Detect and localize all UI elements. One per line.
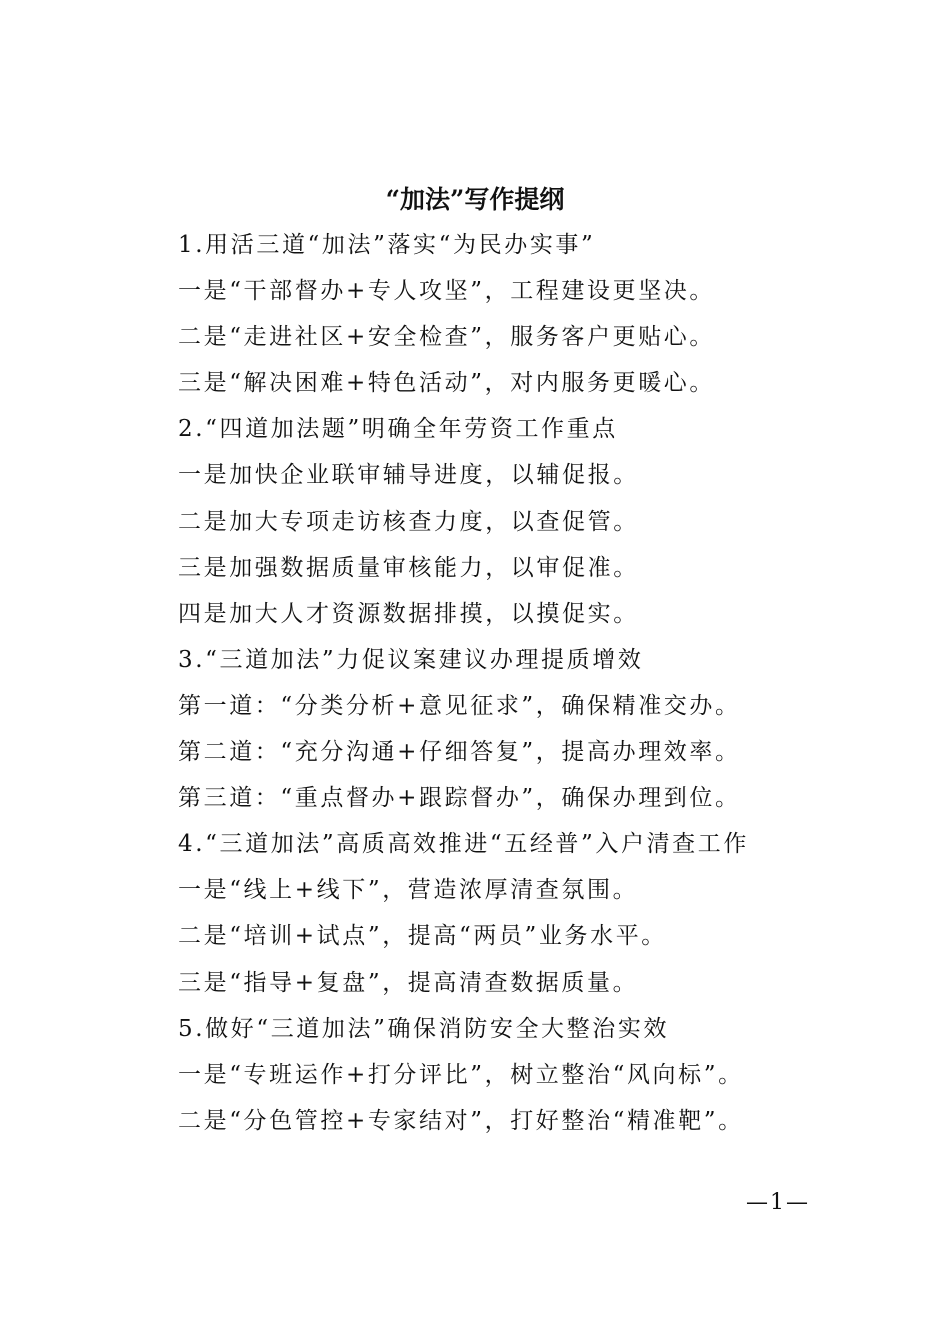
body-line: 三是“解决困难+特色活动”，对内服务更暖心。 — [178, 370, 715, 397]
section-heading-5: 5.做好“三道加法”确保消防安全大整治实效 — [178, 1015, 670, 1042]
body-line: 一是“干部督办+专人攻坚”，工程建设更坚决。 — [178, 278, 715, 305]
document-title: “加法”写作提纲 — [385, 185, 565, 214]
body-line: 四是加大人才资源数据排摸，以摸促实。 — [178, 600, 639, 627]
body-line: 一是“线上+线下”，营造浓厚清查氛围。 — [178, 877, 639, 904]
section-heading-2: 2.“四道加法题”明确全年劳资工作重点 — [178, 416, 618, 443]
body-line: 二是“走进社区+安全检查”，服务客户更贴心。 — [178, 324, 715, 351]
body-line: 第三道：“重点督办+跟踪督办”，确保办理到位。 — [178, 785, 741, 812]
body-line: 一是加快企业联审辅导进度，以辅促报。 — [178, 462, 639, 489]
page-number: —1— — [746, 1190, 810, 1215]
body-line: 第二道：“充分沟通+仔细答复”，提高办理效率。 — [178, 739, 741, 766]
body-line: 二是“分色管控+专家结对”，打好整治“精准靶”。 — [178, 1107, 744, 1134]
section-heading-3: 3.“三道加法”力促议案建议办理提质增效 — [178, 646, 644, 673]
body-line: 二是“培训+试点”，提高“两员”业务水平。 — [178, 923, 667, 950]
section-heading-1: 1.用活三道“加法”落实“为民办实事” — [178, 232, 596, 258]
body-line: 三是加强数据质量审核能力，以审促准。 — [178, 554, 639, 581]
body-line: 第一道：“分类分析+意见征求”，确保精准交办。 — [178, 692, 741, 719]
section-heading-4: 4.“三道加法”高质高效推进“五经普”入户清查工作 — [178, 831, 749, 858]
document-body — [178, 226, 838, 1148]
body-line: 一是“专班运作+打分评比”，树立整治“风向标”。 — [178, 1061, 744, 1088]
body-line: 二是加大专项走访核查力度，以查促管。 — [178, 508, 639, 535]
body-line: 三是“指导+复盘”，提高清查数据质量。 — [178, 969, 639, 996]
